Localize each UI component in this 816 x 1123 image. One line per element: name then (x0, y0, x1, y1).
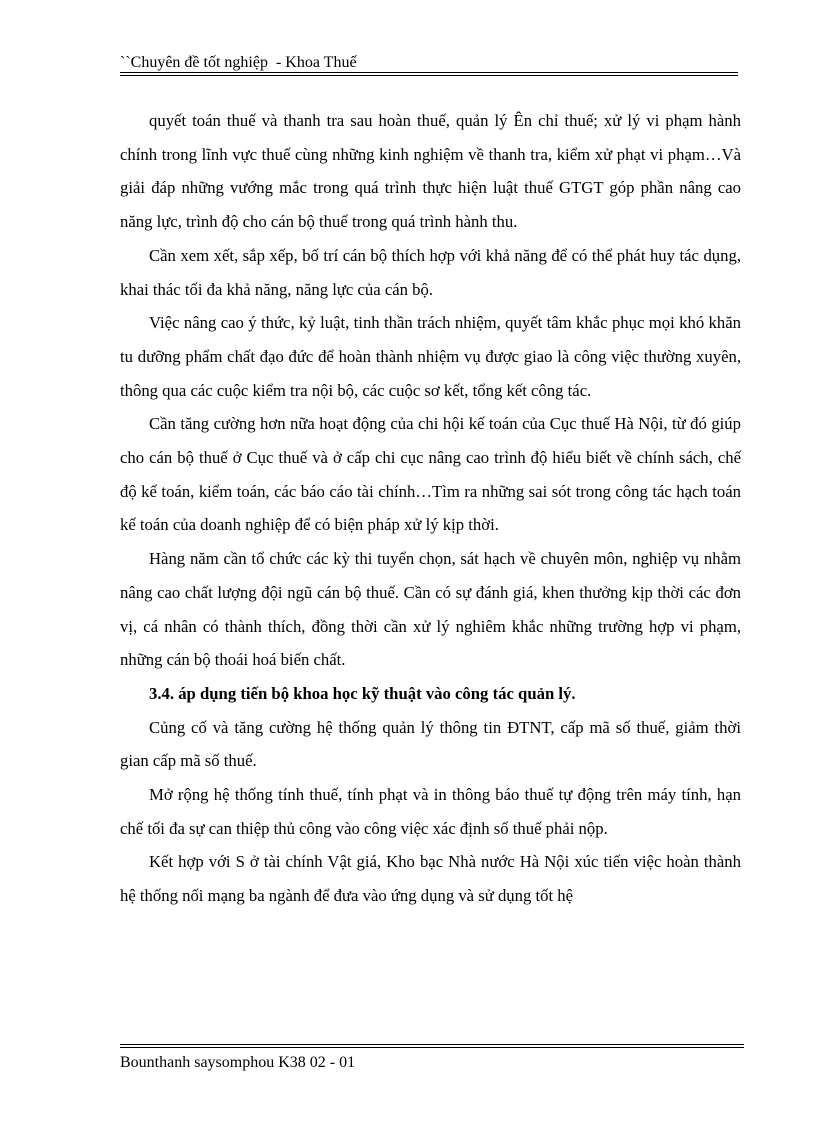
paragraph: Mở rộng hệ thống tính thuế, tính phạt và in thông báo thuế tự động trên máy tính, hạn chế tối đa sự can thiệp thủ công vào công việc xác định số thuế phải nộp. (120, 785, 741, 838)
footer-divider (120, 1047, 744, 1048)
paragraph: Việc nâng cao ý thức, kỷ luật, tinh thần trách nhiệm, quyết tâm khắc phục mọi khó khăn tu dưỡng phẩm chất đạo đức để hoàn thành nhiệm vụ được giao là công việc thường xuyên, thông qua các cuộc kiểm tra nội bộ, các cuộc sơ kết, tổng kết công tác. (120, 313, 741, 400)
document-body (120, 104, 741, 913)
footer-divider-thin (120, 1044, 744, 1045)
paragraph: Củng cố và tăng cường hệ thống quản lý thông tin ĐTNT, cấp mã số thuế, giảm thời gian cấp mã số thuế. (120, 717, 741, 771)
page-header-title: ``Chuyên đề tốt nghiệp - Khoa Thuế (120, 54, 357, 71)
section-heading: 3.4. áp dụng tiến bộ khoa học kỹ thuật vào công tác quản lý. (149, 683, 576, 703)
paragraph: Cần tăng cường hơn nữa hoạt động của chi hội kế toán của Cục thuế Hà Nội, từ đó giúp cho cán bộ thuế ở Cục thuế và ở cấp chi cục nâng cao trình độ hiểu biết về chính sách, chế độ kế toán, kiểm toán, các báo cáo tài chính…Tìm ra những sai sót trong công tác hạch toán kế toán của doanh nghiệp để có biện pháp xử lý kịp thời. (120, 414, 741, 535)
header-divider (120, 72, 738, 73)
paragraph: Kết hợp với S ở tài chính Vật giá, Kho bạc Nhà nước Hà Nội xúc tiến việc hoàn thành hệ thống nối mạng ba ngành để đưa vào ứng dụng và sử dụng tốt hệ (120, 852, 741, 906)
paragraph: quyết toán thuế và thanh tra sau hoàn thuế, quản lý Ên chỉ thuế; xử lý vi phạm hành chính trong lĩnh vực thuế cùng những kinh nghiệm về thanh tra, kiểm xử phạt vi phạm…Và giải đáp những vướng mắc trong quá trình thực hiện luật thuế GTGT góp phần nâng cao năng lực, trình độ cho cán bộ thuế trong quá trình hành thu. (120, 111, 741, 232)
paragraph: Cần xem xết, sắp xếp, bố trí cán bộ thích hợp với khả năng để có thể phát huy tác dụng, khai thác tối đa khả năng, năng lực của cán bộ. (120, 245, 741, 299)
paragraph: Hàng năm cần tổ chức các kỳ thi tuyển chọn, sát hạch về chuyên môn, nghiệp vụ nhằm nâng cao chất lượng đội ngũ cán bộ thuế. Cần có sự đánh giá, khen thưởng kịp thời các đơn vị, cá nhân có thành thích, đồng thời cần xử lý nghiêm khắc những trường hợp vi phạm, những cán bộ thoái hoá biến chất. (120, 549, 741, 670)
header-divider-thin (120, 75, 738, 76)
page-footer-text: Bounthanh saysomphou K38 02 - 01 (120, 1054, 356, 1071)
